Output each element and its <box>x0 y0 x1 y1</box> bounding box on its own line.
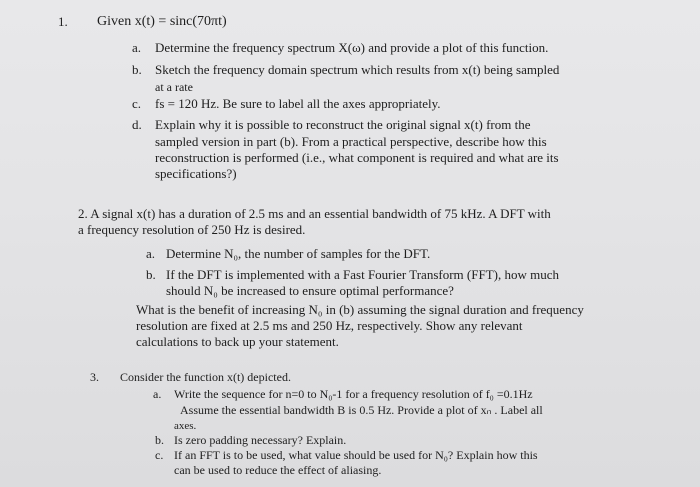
q3-part-a-line-3: axes. <box>174 420 197 432</box>
q2-part-a-marker: a. <box>146 246 156 261</box>
q3-part-a-marker: a. <box>153 387 162 401</box>
question-1-number: 1. <box>58 14 68 29</box>
question-2-heading: 2. A signal x(t) has a duration of 2.5 ms and an essential bandwidth of 75 kHz. A DFT with <box>78 206 551 221</box>
q3-part-c-marker: c. <box>155 448 164 462</box>
q1-part-c-marker: c. <box>132 96 142 111</box>
q1-part-d-marker: d. <box>132 117 142 132</box>
q3-part-b-marker: b. <box>155 433 164 447</box>
q2-part-a-text: Determine N₀, the number of samples for the DFT. <box>166 246 431 261</box>
q1-part-b-text: Sketch the frequency domain spectrum which results from x(t) being sampled <box>155 62 560 77</box>
q1-part-c-text: fs = 120 Hz. Be sure to label all the axes appropriately. <box>155 96 441 111</box>
q1-part-b-text-cont: at a rate <box>155 80 193 94</box>
q1-part-a-marker: a. <box>132 40 142 55</box>
question-3-heading: Consider the function x(t) depicted. <box>120 370 291 384</box>
question-3-number: 3. <box>90 370 99 384</box>
q1-part-d-line-1: Explain why it is possible to reconstruct the original signal x(t) from the <box>155 117 531 132</box>
q1-part-d-line-4: specifications?) <box>155 166 237 181</box>
q1-part-a-text: Determine the frequency spectrum X(ω) and provide a plot of this function. <box>155 40 549 55</box>
q3-part-b-text: Is zero padding necessary? Explain. <box>174 433 347 447</box>
q2-followup-line-1: What is the benefit of increasing N₀ in (b) assuming the signal duration and frequency <box>136 302 584 317</box>
q1-part-d-line-2: sampled version in part (b). From a practical perspective, describe how this <box>155 134 547 149</box>
q2-part-b-text-cont: should N₀ be increased to ensure optimal performance? <box>166 283 454 298</box>
q3-part-a-line-2: Assume the essential bandwidth B is 0.5 Hz. Provide a plot of xₙ . Label all <box>180 403 543 417</box>
q2-followup-line-3: calculations to back up your statement. <box>136 334 339 349</box>
q2-part-b-marker: b. <box>146 267 156 282</box>
question-1-heading: Given x(t) = sinc(70πt) <box>97 14 227 29</box>
q2-followup-line-2: resolution are fixed at 2.5 ms and 250 Hz, respectively. Show any relevant <box>136 318 523 333</box>
q3-part-c-line-1: If an FFT is to be used, what value should be used for N₀? Explain how this <box>174 448 538 462</box>
q1-part-b-marker: b. <box>132 62 142 77</box>
question-2-heading-cont: a frequency resolution of 250 Hz is desired. <box>78 222 306 237</box>
q3-part-c-line-2: can be used to reduce the effect of aliasing. <box>174 463 382 477</box>
q2-part-b-text: If the DFT is implemented with a Fast Fourier Transform (FFT), how much <box>166 267 559 282</box>
q3-part-a-line-1: Write the sequence for n=0 to N₀-1 for a frequency resolution of f₀ =0.1Hz <box>174 387 533 401</box>
q1-part-d-line-3: reconstruction is performed (i.e., what component is required and what are its <box>155 150 559 165</box>
